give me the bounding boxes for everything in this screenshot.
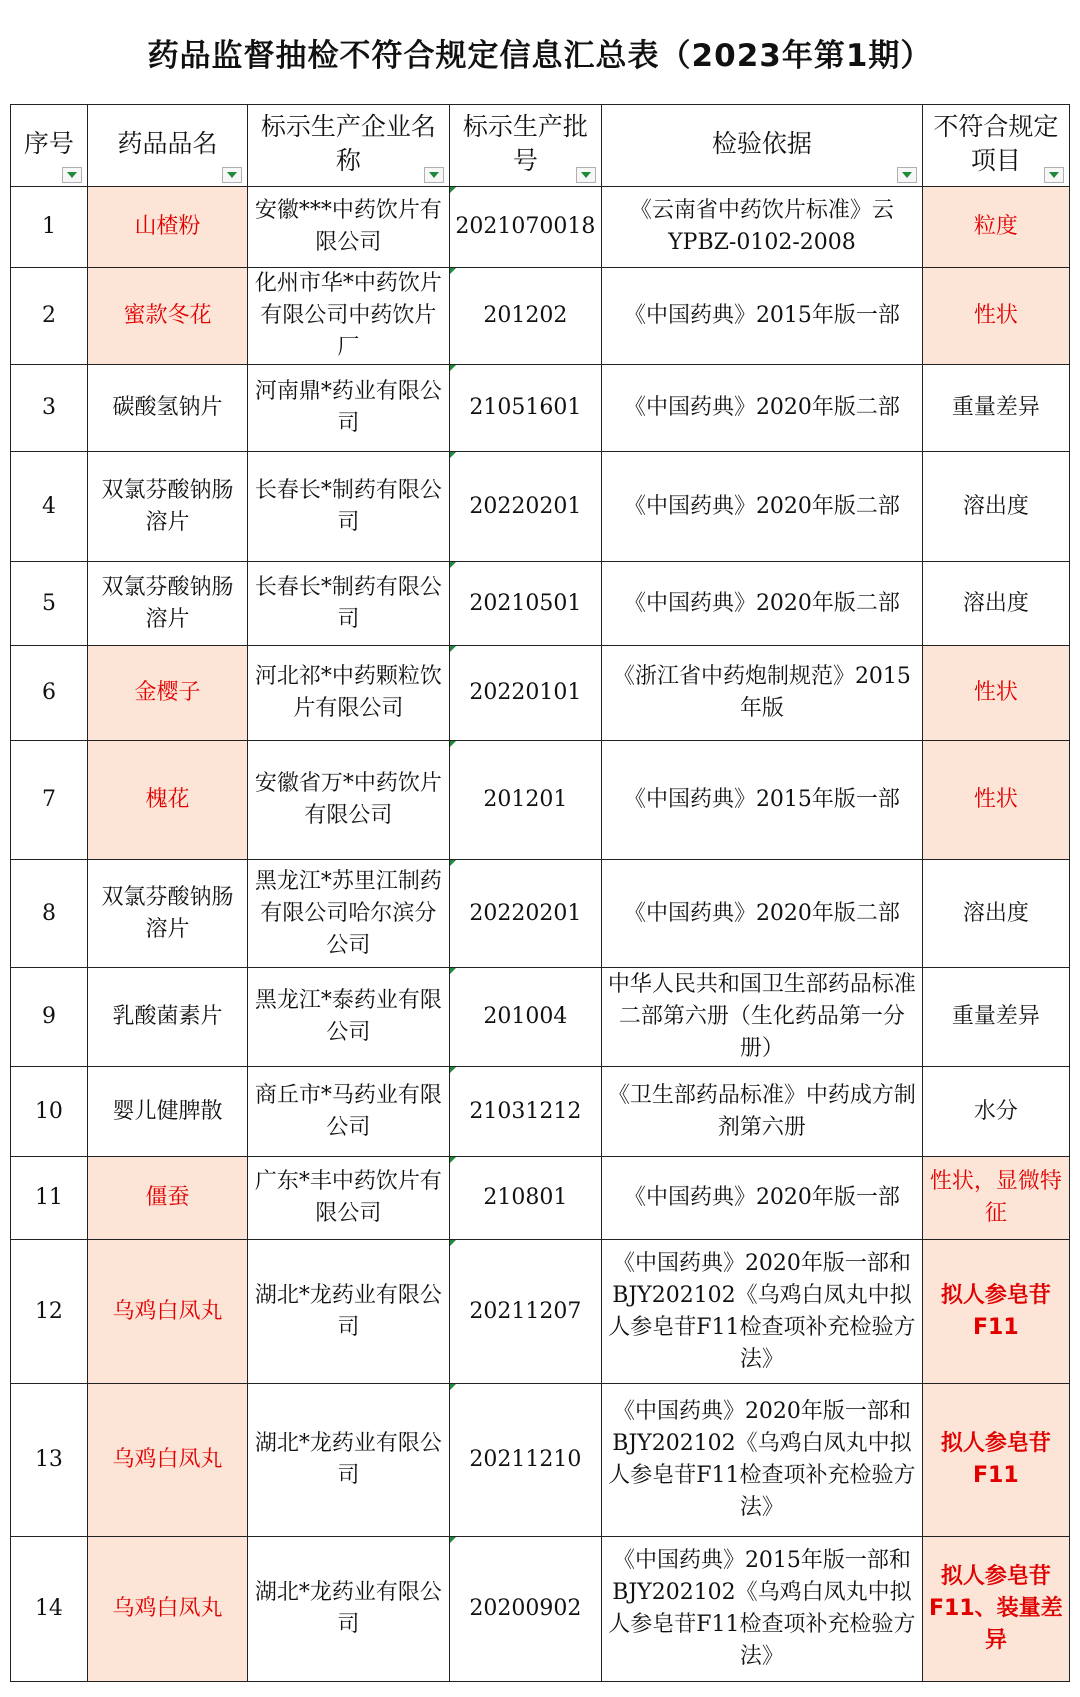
cell-item: 溶出度 (922, 860, 1069, 968)
table-row (11, 646, 1070, 741)
cell-name: 婴儿健脾散 (87, 1067, 247, 1157)
cell-name: 乌鸡白凤丸 (87, 1537, 247, 1682)
cell-basis: 《中国药典》2015年版一部 (602, 741, 923, 860)
cell-name: 乳酸菌素片 (87, 968, 247, 1067)
table-row (11, 741, 1070, 860)
cell-maker: 商丘市*马药业有限公司 (248, 1067, 449, 1157)
cell-seq: 5 (11, 562, 88, 646)
cell-seq: 1 (11, 187, 88, 268)
cell-seq: 14 (11, 1537, 88, 1682)
cell-basis: 《中国药典》2020年版二部 (602, 365, 923, 452)
cell-seq: 8 (11, 860, 88, 968)
cell-maker: 长春长*制药有限公司 (248, 452, 449, 562)
cell-maker: 河南鼎*药业有限公司 (248, 365, 449, 452)
cell-item: 性状 (922, 268, 1069, 365)
filter-dropdown-icon[interactable] (222, 167, 242, 183)
cell-seq: 13 (11, 1384, 88, 1537)
noncompliance-table (10, 104, 1070, 1682)
cell-batch: 201201 (449, 741, 602, 860)
header-batch: 标示生产批号 (449, 105, 602, 187)
cell-seq: 11 (11, 1157, 88, 1240)
cell-item: 拟人参皂苷F11 (922, 1240, 1069, 1384)
cell-batch: 21051601 (449, 365, 602, 452)
cell-item: 粒度 (922, 187, 1069, 268)
table-row (11, 452, 1070, 562)
table-row (11, 365, 1070, 452)
cell-maker: 河北祁*中药颗粒饮片有限公司 (248, 646, 449, 741)
cell-item: 拟人参皂苷F11、装量差异 (922, 1537, 1069, 1682)
cell-item: 拟人参皂苷F11 (922, 1384, 1069, 1537)
cell-batch: 20200902 (449, 1537, 602, 1682)
cell-name: 碳酸氢钠片 (87, 365, 247, 452)
cell-batch: 210801 (449, 1157, 602, 1240)
cell-seq: 3 (11, 365, 88, 452)
header-item: 不符合规定项目 (922, 105, 1069, 187)
table-row (11, 1384, 1070, 1537)
header-row (11, 105, 1070, 187)
table-row (11, 860, 1070, 968)
cell-basis: 《中国药典》2015年版一部 (602, 268, 923, 365)
cell-maker: 湖北*龙药业有限公司 (248, 1384, 449, 1537)
cell-item: 性状 (922, 646, 1069, 741)
filter-dropdown-icon[interactable] (424, 167, 444, 183)
cell-item: 性状 (922, 741, 1069, 860)
cell-maker: 黑龙江*苏里江制药有限公司哈尔滨分公司 (248, 860, 449, 968)
filter-dropdown-icon[interactable] (576, 167, 596, 183)
cell-maker: 化州市华*中药饮片有限公司中药饮片厂 (248, 268, 449, 365)
cell-name: 槐花 (87, 741, 247, 860)
filter-dropdown-icon[interactable] (897, 167, 917, 183)
filter-dropdown-icon[interactable] (1044, 167, 1064, 183)
cell-basis: 《中国药典》2020年版二部 (602, 860, 923, 968)
cell-name: 乌鸡白凤丸 (87, 1240, 247, 1384)
cell-name: 双氯芬酸钠肠溶片 (87, 452, 247, 562)
cell-batch: 20220201 (449, 860, 602, 968)
cell-basis: 《中国药典》2020年版二部 (602, 452, 923, 562)
cell-batch: 20220101 (449, 646, 602, 741)
cell-name: 僵蚕 (87, 1157, 247, 1240)
cell-maker: 湖北*龙药业有限公司 (248, 1240, 449, 1384)
cell-seq: 2 (11, 268, 88, 365)
cell-name: 金樱子 (87, 646, 247, 741)
cell-item: 溶出度 (922, 452, 1069, 562)
cell-batch: 2021070018 (449, 187, 602, 268)
cell-batch: 21031212 (449, 1067, 602, 1157)
cell-basis: 《中国药典》2020年版一部和BJY202102《乌鸡白凤丸中拟人参皂苷F11检查项补充检验方法》 (602, 1240, 923, 1384)
cell-name: 双氯芬酸钠肠溶片 (87, 562, 247, 646)
table-row (11, 562, 1070, 646)
cell-batch: 20211210 (449, 1384, 602, 1537)
table-row (11, 187, 1070, 268)
cell-name: 双氯芬酸钠肠溶片 (87, 860, 247, 968)
cell-maker: 安徽***中药饮片有限公司 (248, 187, 449, 268)
table-row (11, 268, 1070, 365)
cell-maker: 长春长*制药有限公司 (248, 562, 449, 646)
table-row (11, 1537, 1070, 1682)
table-row (11, 1067, 1070, 1157)
cell-batch: 20210501 (449, 562, 602, 646)
header-maker: 标示生产企业名称 (248, 105, 449, 187)
cell-batch: 201202 (449, 268, 602, 365)
cell-maker: 广东*丰中药饮片有限公司 (248, 1157, 449, 1240)
cell-basis: 《中国药典》2020年版二部 (602, 562, 923, 646)
header-basis: 检验依据 (602, 105, 923, 187)
cell-maker: 黑龙江*泰药业有限公司 (248, 968, 449, 1067)
cell-basis: 《浙江省中药炮制规范》2015年版 (602, 646, 923, 741)
cell-basis: 中华人民共和国卫生部药品标准二部第六册（生化药品第一分册） (602, 968, 923, 1067)
cell-batch: 20211207 (449, 1240, 602, 1384)
cell-basis: 《中国药典》2020年版一部和BJY202102《乌鸡白凤丸中拟人参皂苷F11检查项补充检验方法》 (602, 1384, 923, 1537)
cell-item: 溶出度 (922, 562, 1069, 646)
filter-dropdown-icon[interactable] (62, 167, 82, 183)
cell-name: 山楂粉 (87, 187, 247, 268)
cell-name: 乌鸡白凤丸 (87, 1384, 247, 1537)
cell-basis: 《中国药典》2020年版一部 (602, 1157, 923, 1240)
header-seq: 序号 (11, 105, 88, 187)
table-row (11, 1240, 1070, 1384)
cell-seq: 7 (11, 741, 88, 860)
header-name: 药品品名 (87, 105, 247, 187)
cell-seq: 9 (11, 968, 88, 1067)
cell-basis: 《卫生部药品标准》中药成方制剂第六册 (602, 1067, 923, 1157)
cell-batch: 20220201 (449, 452, 602, 562)
cell-basis: 《中国药典》2015年版一部和BJY202102《乌鸡白凤丸中拟人参皂苷F11检查项补充检验方法》 (602, 1537, 923, 1682)
cell-name: 蜜款冬花 (87, 268, 247, 365)
cell-item: 重量差异 (922, 968, 1069, 1067)
cell-maker: 安徽省万*中药饮片有限公司 (248, 741, 449, 860)
cell-basis: 《云南省中药饮片标准》云YPBZ-0102-2008 (602, 187, 923, 268)
cell-batch: 201004 (449, 968, 602, 1067)
cell-item: 性状，显微特征 (922, 1157, 1069, 1240)
table-row (11, 968, 1070, 1067)
cell-seq: 4 (11, 452, 88, 562)
table-title: 药品监督抽检不符合规定信息汇总表（2023年第1期） (147, 37, 933, 74)
cell-maker: 湖北*龙药业有限公司 (248, 1537, 449, 1682)
cell-item: 水分 (922, 1067, 1069, 1157)
cell-seq: 10 (11, 1067, 88, 1157)
cell-item: 重量差异 (922, 365, 1069, 452)
cell-seq: 12 (11, 1240, 88, 1384)
cell-seq: 6 (11, 646, 88, 741)
table-row (11, 1157, 1070, 1240)
